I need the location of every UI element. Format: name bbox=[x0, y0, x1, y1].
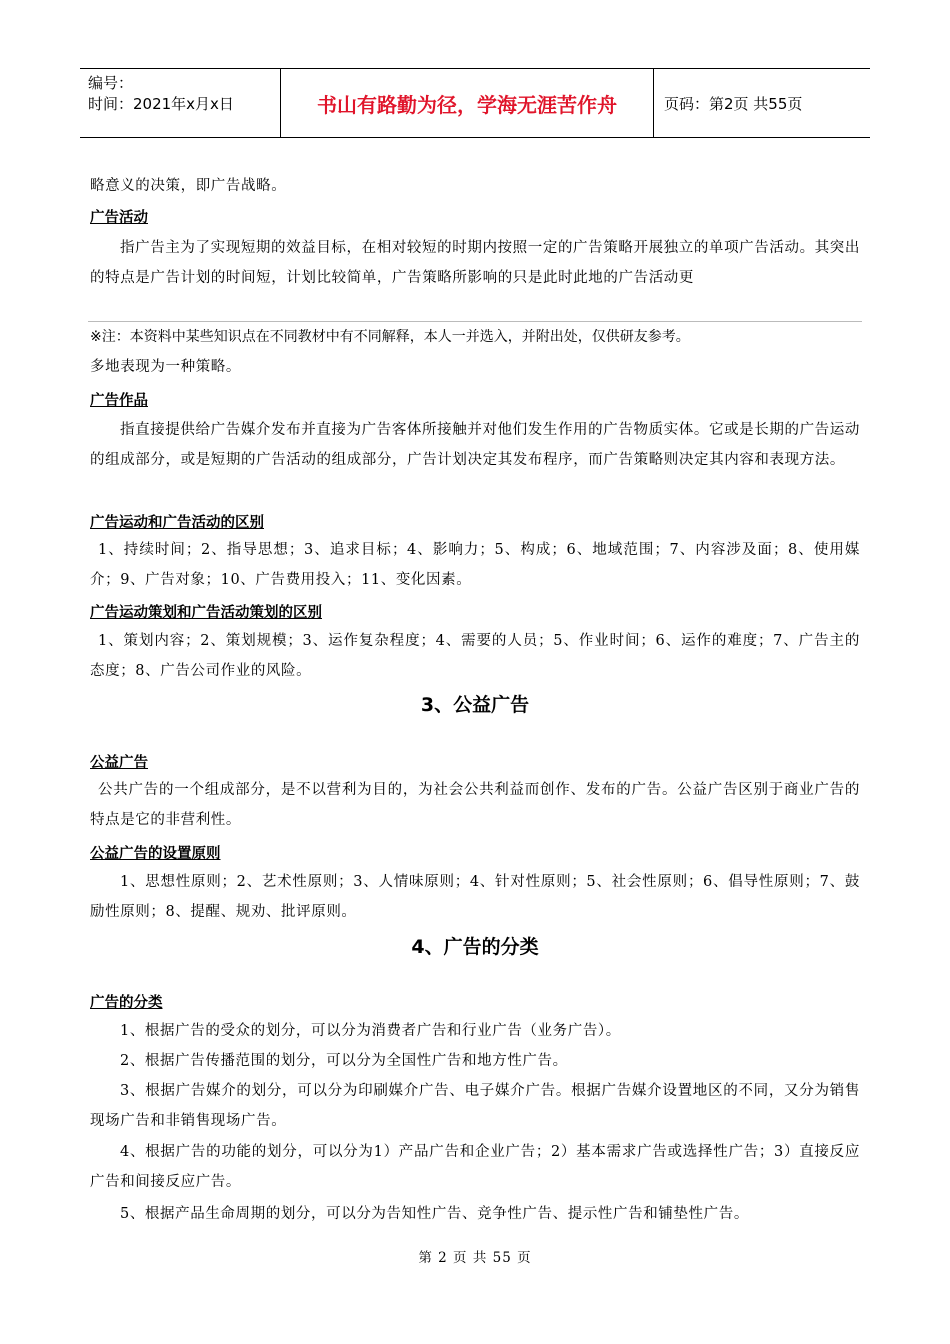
heading-public-ads: 3、公益广告 bbox=[420, 694, 530, 716]
class-item: 4、根据广告的功能的划分，可以分为1）产品广告和企业广告；2）基本需求广告或选择性广告；3）直接反应广告和间接反应广告。 bbox=[90, 1144, 860, 1190]
paragraph-activity: 指广告主为了实现短期的效益目标，在相对较短的时期内按照一定的广告策略开展独立的单项广告活动。其突出的特点是广告计划的时间短，计划比较简单，广告策略所影响的只是此时此地的广告活动更 bbox=[90, 240, 860, 286]
section-title-diff2: 广告运动策划和广告活动策划的区别 bbox=[90, 605, 322, 621]
header-meta bbox=[80, 69, 281, 137]
header-page-info: 页码：第2页 共55页 bbox=[664, 94, 803, 113]
section-title-activity: 广告活动 bbox=[90, 210, 148, 226]
document-number-label: 编号： bbox=[88, 74, 134, 92]
note-text: ※注：本资料中某些知识点在不同教材中有不同解释，本人一并选入，并附出处，仅供研友参考。 bbox=[90, 329, 690, 345]
page-footer: 第 2 页 共 55 页 bbox=[418, 1250, 532, 1266]
class-item: 1、根据广告的受众的划分，可以分为消费者广告和行业广告（业务广告）。 bbox=[120, 1023, 621, 1039]
paragraph-activity-continued: 多地表现为一种策略。 bbox=[90, 359, 241, 375]
header-motto: 书山有路勤为径，学海无涯苦作舟 bbox=[281, 69, 654, 137]
document-date: 时间：2021年x月x日 bbox=[88, 95, 234, 113]
class-item: 3、根据广告媒介的划分，可以分为印刷媒介广告、电子媒介广告。根据广告媒介设置地区的不同，又分为销售现场广告和非销售现场广告。 bbox=[90, 1083, 860, 1129]
paragraph-work: 指直接提供给广告媒介发布并直接为广告客体所接触并对他们发生作用的广告物质实体。它或是长期的广告运动的组成部分，或是短期的广告活动的组成部分，广告计划决定其发布程序，而广告策略则决定其内容和表现方法。 bbox=[90, 422, 860, 468]
section-title-public-principle: 公益广告的设置原则 bbox=[90, 846, 221, 862]
paragraph-strategy-end: 略意义的决策，即广告战略。 bbox=[90, 178, 287, 194]
paragraph-diff2: 1、策划内容；2、策划规模；3、运作复杂程度；4、需要的人员；5、作业时间；6、运作的难度；7、广告主的态度；8、广告公司作业的风险。 bbox=[90, 633, 860, 679]
paragraph-diff1: 1、持续时间；2、指导思想；3、追求目标；4、影响力；5、构成；6、地域范围；7、内容涉及面；8、使用媒介；9、广告对象；10、广告费用投入；11、变化因素。 bbox=[90, 542, 860, 588]
paragraph-public: 公共广告的一个组成部分，是不以营利为目的，为社会公共利益而创作、发布的广告。公益广告区别于商业广告的特点是它的非营利性。 bbox=[90, 782, 860, 828]
section-title-public: 公益广告 bbox=[90, 755, 148, 771]
divider bbox=[88, 321, 862, 322]
section-title-work: 广告作品 bbox=[90, 393, 148, 409]
page-header bbox=[80, 68, 870, 138]
paragraph-public-principle: 1、思想性原则；2、艺术性原则；3、人情味原则；4、针对性原则；5、社会性原则；6、倡导性原则；7、鼓励性原则；8、提醒、规劝、批评原则。 bbox=[90, 874, 860, 920]
class-item: 5、根据产品生命周期的划分，可以分为告知性广告、竞争性广告、提示性广告和铺垫性广告。 bbox=[120, 1206, 749, 1222]
heading-classification: 4、广告的分类 bbox=[411, 936, 539, 958]
section-title-classification: 广告的分类 bbox=[90, 995, 163, 1011]
section-title-diff1: 广告运动和广告活动的区别 bbox=[90, 515, 264, 531]
class-item: 2、根据广告传播范围的划分，可以分为全国性广告和地方性广告。 bbox=[120, 1053, 568, 1069]
